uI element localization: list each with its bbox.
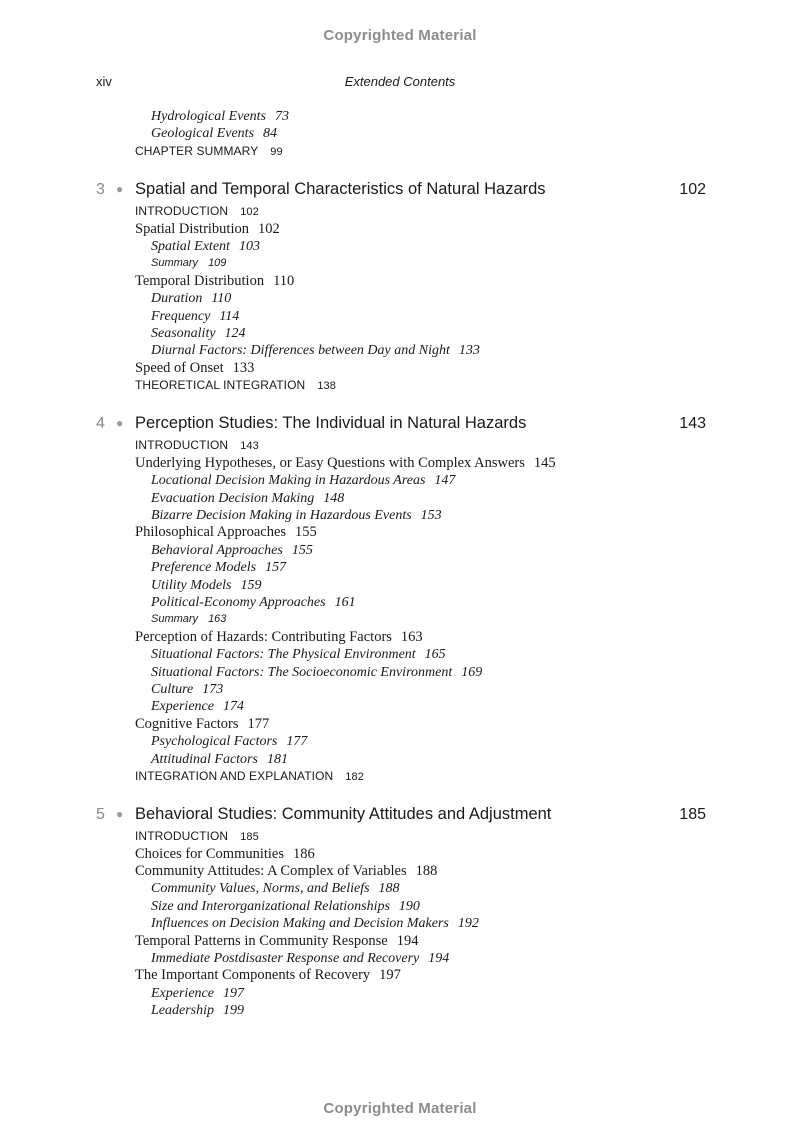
chapter-page: 143 xyxy=(679,415,706,433)
toc-entry-title: Spatial Distribution xyxy=(135,220,249,237)
toc-entry-page: 147 xyxy=(434,473,456,489)
toc-entry-title: Speed of Onset xyxy=(135,359,224,376)
toc-entry-title: Temporal Distribution xyxy=(135,272,265,289)
toc-entry-page: 99 xyxy=(270,145,283,158)
toc-entry-sec xyxy=(0,273,800,290)
toc-entry-title: THEORETICAL INTEGRATION xyxy=(135,378,306,393)
toc-entry-title: Situational Factors: The Physical Environment xyxy=(151,647,416,663)
toc-entry-page: 161 xyxy=(334,594,356,610)
watermark-bottom: Copyrighted Material xyxy=(323,1100,477,1117)
chapter-title: Behavioral Studies: Community Attitudes and Adjustment xyxy=(135,805,552,824)
toc-entry-page: 169 xyxy=(461,664,483,680)
toc-entry-sec xyxy=(0,933,800,950)
toc-entry-page: 185 xyxy=(240,831,259,844)
toc-entry-page: 155 xyxy=(291,542,313,558)
toc-entry-title: CHAPTER SUMMARY xyxy=(135,143,259,158)
toc-entry-sub xyxy=(0,559,800,576)
toc-entry-title: Diurnal Factors: Differences between Day and Night xyxy=(151,343,450,359)
toc-entry-page: 190 xyxy=(398,898,420,914)
toc-entry-title: Immediate Postdisaster Response and Recovery xyxy=(151,951,420,967)
toc-entry-sec xyxy=(0,360,800,377)
toc-entry-page: 102 xyxy=(240,206,259,219)
toc-entry-title: Evacuation Decision Making xyxy=(151,490,315,506)
toc-entry-page: 143 xyxy=(240,440,259,453)
toc-entry-title: Experience xyxy=(151,699,214,715)
toc-entry-sub xyxy=(0,898,800,915)
toc-entry-sub xyxy=(0,472,800,489)
toc-entry-page: 163 xyxy=(400,628,423,645)
toc-entry-page: 177 xyxy=(286,734,308,750)
toc-entry-sub xyxy=(0,238,800,255)
chapter-number: 3 xyxy=(96,181,105,199)
toc-entry-sub xyxy=(0,325,800,342)
toc-entry-title: INTEGRATION AND EXPLANATION xyxy=(135,768,334,783)
toc-entry-title: Frequency xyxy=(151,308,211,324)
toc-entry-page: 103 xyxy=(238,238,260,254)
toc-entry-sub xyxy=(0,880,800,897)
chapter-page: 185 xyxy=(679,806,706,824)
toc-entry-title: Leadership xyxy=(151,1003,214,1019)
toc-entry-page: 148 xyxy=(323,490,345,506)
toc-entry-sub xyxy=(0,681,800,698)
toc-entry-title: Psychological Factors xyxy=(151,734,278,750)
chapter-number: 5 xyxy=(96,806,105,824)
toc-entry-sub xyxy=(0,646,800,663)
toc-entry-page: 73 xyxy=(274,109,289,124)
toc-entry-sub xyxy=(0,577,800,594)
toc-entry-page: 157 xyxy=(265,560,287,576)
toc-entry-page: 110 xyxy=(211,291,232,307)
chapter-heading xyxy=(0,803,800,826)
toc-entry-title: Spatial Extent xyxy=(151,238,230,254)
running-head: Extended Contents xyxy=(344,74,456,89)
toc-entry-page: 199 xyxy=(223,1003,244,1019)
toc-entry-title: Cognitive Factors xyxy=(135,715,239,732)
toc-entry-page: 186 xyxy=(293,845,315,862)
toc-entry-title: INTRODUCTION xyxy=(135,829,229,844)
toc-entry-page: 173 xyxy=(202,681,224,697)
toc-entry-title: Utility Models xyxy=(151,577,232,593)
toc-entry-page: 192 xyxy=(457,916,479,932)
toc-entry-title: Community Attitudes: A Complex of Variables xyxy=(135,863,407,880)
toc-entry-title: Political-Economy Approaches xyxy=(151,594,326,610)
toc-entry-title: Preference Models xyxy=(151,560,257,576)
toc-entry-page: 102 xyxy=(257,220,280,237)
toc-entry-page: 181 xyxy=(266,751,288,767)
toc-entry-sub xyxy=(0,751,800,768)
toc-entry-page: 124 xyxy=(224,325,246,341)
toc-entry-title: Situational Factors: The Socioeconomic Environment xyxy=(151,664,453,680)
toc-entry-sub xyxy=(0,915,800,932)
toc-entry-page: 114 xyxy=(219,308,240,324)
toc-entry-page: 188 xyxy=(378,881,400,897)
toc-entry-page: 165 xyxy=(424,647,446,663)
chapter-number: 4 xyxy=(96,415,105,433)
toc-entry-sec xyxy=(0,846,800,863)
toc-entry-page: 133 xyxy=(458,343,480,359)
toc-entry-page: 84 xyxy=(263,126,278,142)
toc-entry-upper xyxy=(0,437,800,454)
toc-entry-title: Hydrological Events xyxy=(151,109,266,124)
toc-entry-page: 145 xyxy=(533,454,556,471)
toc-entry-upper xyxy=(0,768,800,785)
toc-entry-sub xyxy=(0,985,800,1002)
chapter-bullet-icon: ● xyxy=(116,416,124,431)
toc-entry-page: 155 xyxy=(295,524,317,541)
toc-entry-page: 153 xyxy=(420,508,442,524)
toc-entry-sub xyxy=(0,342,800,359)
toc-entry-title: Community Values, Norms, and Beliefs xyxy=(151,881,370,897)
toc-entry-page: 133 xyxy=(232,359,255,376)
toc-entry-title: INTRODUCTION xyxy=(135,438,229,453)
toc-entry-sec xyxy=(0,863,800,880)
toc-entry-upper xyxy=(0,828,800,845)
chapter-title: Spatial and Temporal Characteristics of Natural Hazards xyxy=(135,180,546,199)
toc-entry-page: 188 xyxy=(415,863,438,880)
toc-entry-upper xyxy=(0,143,800,160)
toc-entry-page: 197 xyxy=(222,985,244,1001)
toc-entry-title: Perception of Hazards: Contributing Factors xyxy=(135,628,392,645)
toc-entry-page: 138 xyxy=(317,380,336,393)
toc-entry-sec xyxy=(0,455,800,472)
toc-entry-sub xyxy=(0,125,800,142)
toc-entry-upper xyxy=(0,203,800,220)
toc-entry-summ xyxy=(0,255,800,272)
toc-entry-title: Culture xyxy=(151,681,194,697)
toc-entry-sec xyxy=(0,524,800,541)
table-of-contents xyxy=(0,108,800,1020)
toc-entry-title: Summary xyxy=(151,613,199,626)
toc-entry-page: 177 xyxy=(247,715,270,732)
toc-entry-sub xyxy=(0,1002,800,1019)
chapter-title: Perception Studies: The Individual in Natural Hazards xyxy=(135,414,527,433)
toc-entry-page: 194 xyxy=(428,951,450,967)
toc-entry-sub xyxy=(0,542,800,559)
toc-entry-page: 182 xyxy=(345,770,364,783)
toc-entry-sub xyxy=(0,698,800,715)
toc-entry-summ xyxy=(0,611,800,628)
toc-entry-title: Attitudinal Factors xyxy=(151,751,258,767)
toc-entry-sub xyxy=(0,594,800,611)
toc-entry-sec xyxy=(0,967,800,984)
toc-entry-title: Temporal Patterns in Community Response xyxy=(135,932,388,949)
toc-entry-page: 197 xyxy=(379,967,401,984)
toc-entry-title: Size and Interorganizational Relationships xyxy=(151,898,390,914)
toc-entry-title: INTRODUCTION xyxy=(135,204,229,219)
toc-entry-page: 159 xyxy=(240,577,262,593)
toc-entry-sub xyxy=(0,507,800,524)
toc-entry-page: 163 xyxy=(208,613,227,626)
toc-entry-title: Duration xyxy=(151,291,203,307)
toc-entry-title: Choices for Communities xyxy=(135,845,285,862)
toc-entry-title: Experience xyxy=(151,985,214,1001)
chapter-heading xyxy=(0,412,800,435)
toc-entry-title: Underlying Hypotheses, or Easy Questions with Complex Answers xyxy=(135,454,525,471)
toc-entry-upper xyxy=(0,377,800,394)
toc-entry-title: Geological Events xyxy=(151,126,255,142)
toc-entry-title: The Important Components of Recovery xyxy=(135,967,371,984)
toc-entry-sub xyxy=(0,308,800,325)
toc-entry-sub xyxy=(0,950,800,967)
toc-entry-title: Philosophical Approaches xyxy=(135,524,287,541)
toc-entry-title: Seasonality xyxy=(151,325,216,341)
toc-entry-sub xyxy=(0,664,800,681)
toc-entry-sec xyxy=(0,221,800,238)
toc-entry-sub xyxy=(0,490,800,507)
toc-entry-page: 109 xyxy=(208,257,227,270)
watermark-top: Copyrighted Material xyxy=(323,27,477,44)
toc-entry-page: 110 xyxy=(273,272,295,289)
toc-entry-sub xyxy=(0,108,800,125)
toc-entry-page: 194 xyxy=(396,932,419,949)
chapter-heading xyxy=(0,178,800,201)
toc-entry-title: Behavioral Approaches xyxy=(151,542,283,558)
chapter-bullet-icon: ● xyxy=(116,807,124,822)
chapter-page: 102 xyxy=(679,181,706,199)
chapter-bullet-icon: ● xyxy=(116,182,124,197)
toc-entry-title: Influences on Decision Making and Decision Makers xyxy=(151,916,449,932)
toc-entry-title: Bizarre Decision Making in Hazardous Events xyxy=(151,508,412,524)
toc-entry-page: 174 xyxy=(222,699,244,715)
toc-entry-title: Summary xyxy=(151,257,199,270)
toc-entry-title: Locational Decision Making in Hazardous Areas xyxy=(151,473,426,489)
toc-entry-sec xyxy=(0,629,800,646)
page-number: xiv xyxy=(96,74,112,89)
toc-entry-sec xyxy=(0,716,800,733)
toc-entry-sub xyxy=(0,290,800,307)
toc-entry-sub xyxy=(0,733,800,750)
